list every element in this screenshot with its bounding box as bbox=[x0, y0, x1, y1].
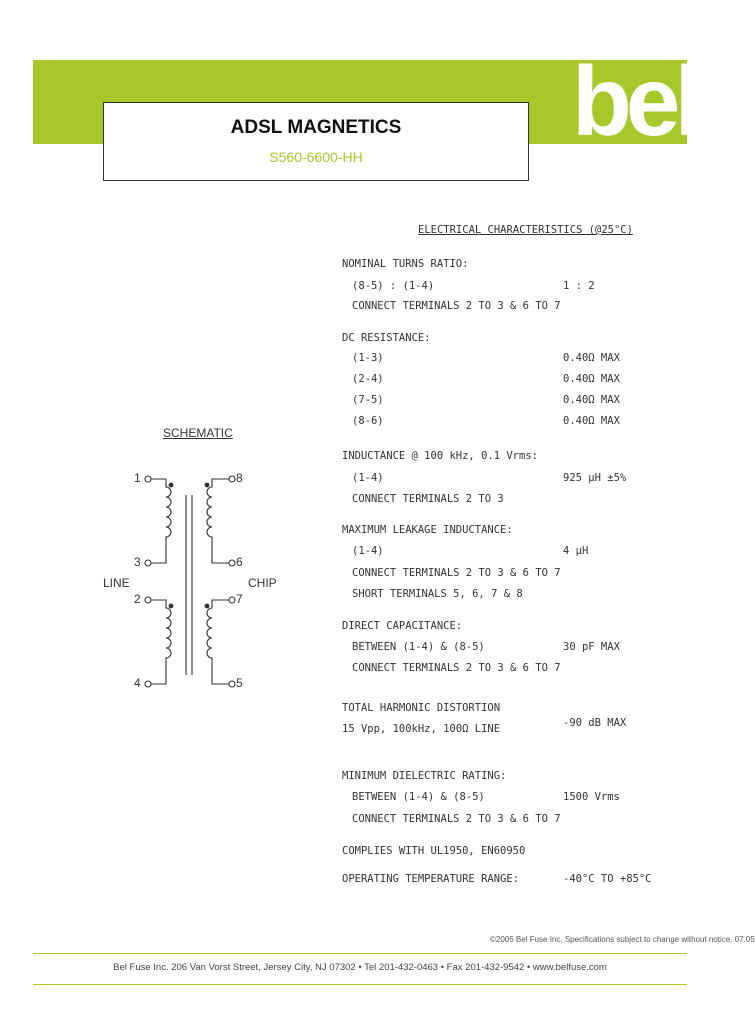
turns-ratio-label: NOMINAL TURNS RATIO: bbox=[342, 258, 469, 270]
part-number: S560-6600-HH bbox=[269, 149, 363, 165]
dc-row-value: 0.40Ω MAX bbox=[563, 352, 620, 364]
dc-row-value: 0.40Ω MAX bbox=[563, 373, 620, 385]
dc-row-value: 0.40Ω MAX bbox=[563, 415, 620, 427]
leakage-note: CONNECT TERMINALS 2 TO 3 & 6 TO 7 bbox=[352, 567, 561, 579]
pin-3-terminal bbox=[145, 560, 151, 566]
dielectric-value: 1500 Vrms bbox=[563, 791, 620, 803]
thd-label: TOTAL HARMONIC DISTORTION bbox=[342, 702, 501, 714]
polarity-dot bbox=[169, 604, 174, 609]
transformer-schematic bbox=[140, 465, 240, 695]
pin-8-label: 8 bbox=[236, 471, 243, 485]
thd-row: 15 Vpp, 100kHz, 100Ω LINE bbox=[342, 723, 501, 735]
pin-2-terminal bbox=[145, 597, 151, 603]
capacitance-label: DIRECT CAPACITANCE: bbox=[342, 620, 463, 632]
capacitance-note: CONNECT TERMINALS 2 TO 3 & 6 TO 7 bbox=[352, 662, 561, 674]
dc-row-value: 0.40Ω MAX bbox=[563, 394, 620, 406]
turns-ratio-row: (8-5) : (1-4) bbox=[352, 280, 435, 292]
coil-secondary-2 bbox=[207, 600, 229, 684]
pin-4-terminal bbox=[145, 681, 151, 687]
pin-2-label: 2 bbox=[134, 592, 141, 606]
copyright-notice: ©2005 Bel Fuse Inc. Specifications subject to change without notice. 07.05 bbox=[490, 935, 755, 944]
pin-7-label: 7 bbox=[236, 592, 243, 606]
page-title: ADSL MAGNETICS bbox=[230, 117, 402, 138]
line-label: LINE bbox=[103, 576, 130, 590]
spec-heading: ELECTRICAL CHARACTERISTICS (@25°C) bbox=[418, 224, 633, 236]
dc-row-name: (8-6) bbox=[352, 415, 384, 427]
leakage-note: SHORT TERMINALS 5, 6, 7 & 8 bbox=[352, 588, 523, 600]
footer-address: Bel Fuse Inc. 206 Van Vorst Street, Jersey City, NJ 07302 • Tel 201-432-0463 • Fax 201-432-9542 • www.belfuse.com bbox=[113, 962, 607, 973]
dc-row-name: (2-4) bbox=[352, 373, 384, 385]
pin-5-label: 5 bbox=[236, 676, 243, 690]
pin-6-label: 6 bbox=[236, 555, 243, 569]
pin-4-label: 4 bbox=[134, 676, 141, 690]
leakage-row: (1-4) bbox=[352, 545, 384, 557]
schematic-title: SCHEMATIC bbox=[163, 426, 233, 440]
complies-text: COMPLIES WITH UL1950, EN60950 bbox=[342, 845, 526, 857]
dc-row-name: (7-5) bbox=[352, 394, 384, 406]
temp-value: -40°C TO +85°C bbox=[563, 873, 652, 885]
dielectric-note: CONNECT TERMINALS 2 TO 3 & 6 TO 7 bbox=[352, 813, 561, 825]
leakage-value: 4 μH bbox=[563, 545, 589, 557]
leakage-label: MAXIMUM LEAKAGE INDUCTANCE: bbox=[342, 524, 513, 536]
inductance-note: CONNECT TERMINALS 2 TO 3 bbox=[352, 493, 504, 505]
capacitance-value: 30 pF MAX bbox=[563, 641, 620, 653]
inductance-label: INDUCTANCE @ 100 kHz, 0.1 Vrms: bbox=[342, 450, 538, 462]
temp-label: OPERATING TEMPERATURE RANGE: bbox=[342, 873, 520, 885]
pin-5-terminal bbox=[229, 681, 235, 687]
polarity-dot bbox=[205, 483, 210, 488]
coil-primary-1 bbox=[151, 479, 171, 563]
bel-logo: bel bbox=[572, 46, 696, 156]
inductance-row: (1-4) bbox=[352, 472, 384, 484]
title-box bbox=[103, 102, 529, 181]
dielectric-label: MINIMUM DIELECTRIC RATING: bbox=[342, 770, 507, 782]
pin-1-label: 1 bbox=[134, 471, 141, 485]
pin-3-label: 3 bbox=[134, 555, 141, 569]
footer-rule-top bbox=[33, 953, 687, 954]
dc-row-name: (1-3) bbox=[352, 352, 384, 364]
capacitance-row: BETWEEN (1-4) & (8-5) bbox=[352, 641, 485, 653]
footer-rule-bottom bbox=[33, 984, 687, 985]
dielectric-row: BETWEEN (1-4) & (8-5) bbox=[352, 791, 485, 803]
turns-ratio-value: 1 : 2 bbox=[563, 280, 595, 292]
pin-6-terminal bbox=[229, 560, 235, 566]
pin-7-terminal bbox=[229, 597, 235, 603]
pin-1-terminal bbox=[145, 476, 151, 482]
polarity-dot bbox=[169, 483, 174, 488]
inductance-value: 925 μH ±5% bbox=[563, 472, 627, 484]
coil-primary-2 bbox=[151, 600, 171, 684]
chip-label: CHIP bbox=[248, 576, 277, 590]
thd-value: -90 dB MAX bbox=[563, 717, 627, 729]
coil-secondary-1 bbox=[207, 479, 229, 563]
pin-8-terminal bbox=[229, 476, 235, 482]
polarity-dot bbox=[205, 604, 210, 609]
turns-ratio-note: CONNECT TERMINALS 2 TO 3 & 6 TO 7 bbox=[352, 300, 561, 312]
dc-resistance-label: DC RESISTANCE: bbox=[342, 332, 431, 344]
